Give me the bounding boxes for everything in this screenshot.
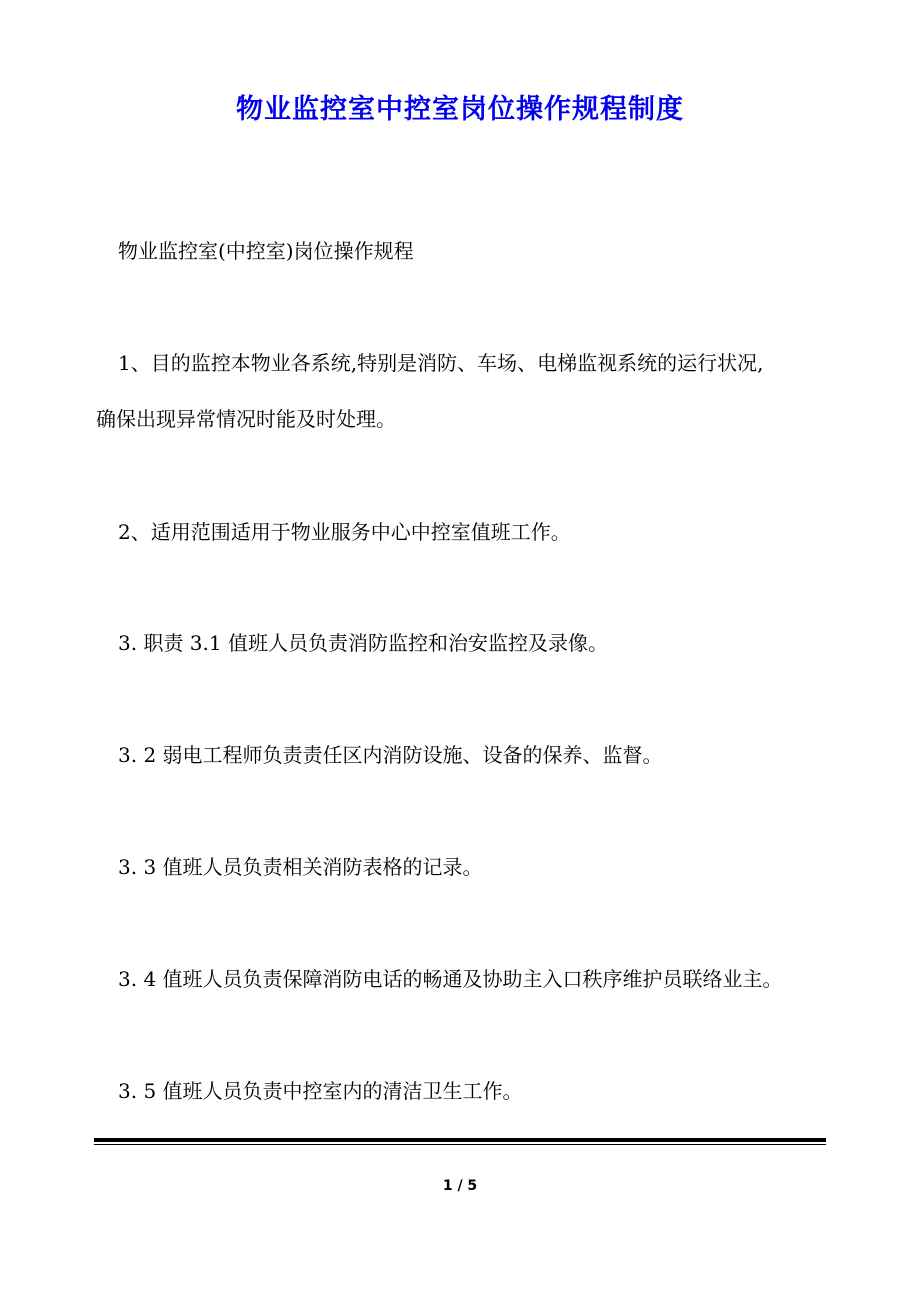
document-subtitle: 物业监控室(中控室)岗位操作规程: [118, 239, 414, 263]
footer-divider-thick: [94, 1138, 826, 1142]
paragraph-duty-3-4: 3. 4 值班人员负责保障消防电话的畅通及协助主入口秩序维护员联络业主。: [118, 967, 783, 991]
paragraph-purpose-line2: 确保出现异常情况时能及时处理。: [96, 407, 396, 431]
paragraph-duty-3-5: 3. 5 值班人员负责中控室内的清洁卫生工作。: [118, 1079, 523, 1103]
paragraph-purpose-line1: 1、目的监控本物业各系统,特别是消防、车场、电梯监视系统的运行状况,: [118, 351, 764, 375]
paragraph-duty-3-1: 3. 职责 3.1 值班人员负责消防监控和治安监控及录像。: [118, 631, 608, 655]
paragraph-duty-3-3: 3. 3 值班人员负责相关消防表格的记录。: [118, 855, 483, 879]
paragraph-duty-3-2: 3. 2 弱电工程师负责责任区内消防设施、设备的保养、监督。: [118, 743, 663, 767]
paragraph-scope: 2、适用范围适用于物业服务中心中控室值班工作。: [118, 520, 571, 544]
footer-divider-thin: [94, 1144, 826, 1145]
page-number: 1 / 5: [442, 1178, 478, 1194]
document-title: 物业监控室中控室岗位操作规程制度: [236, 94, 684, 125]
